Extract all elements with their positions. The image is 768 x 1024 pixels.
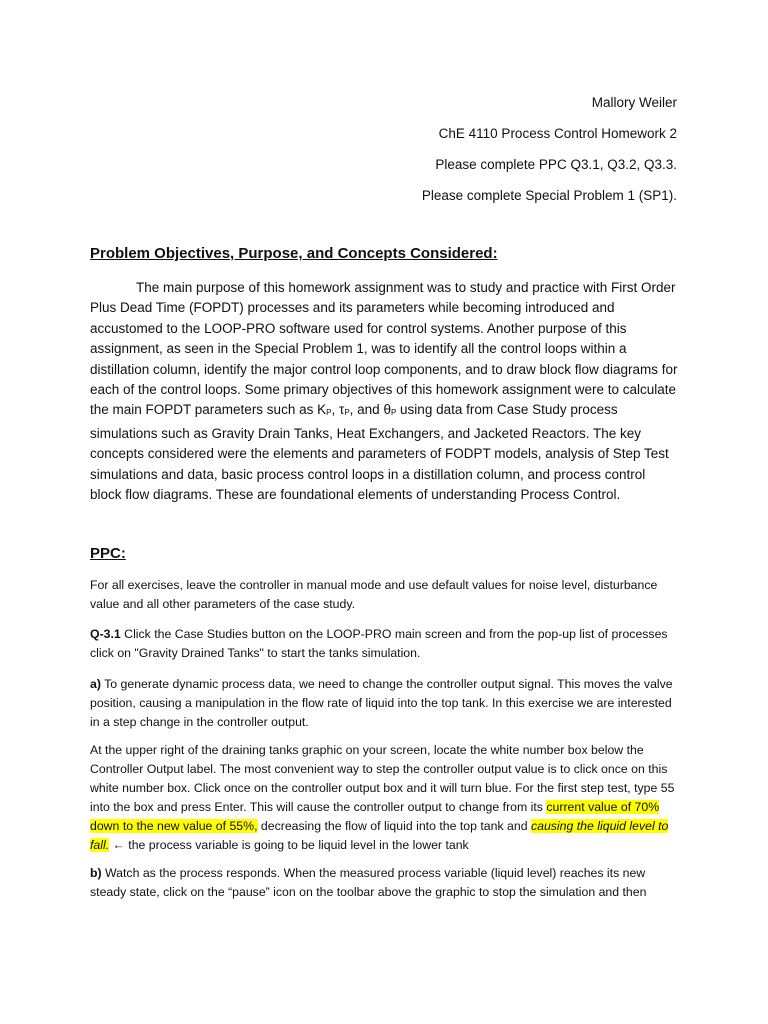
part-b-label: b) bbox=[90, 866, 102, 880]
objectives-heading: Problem Objectives, Purpose, and Concepts Considered: bbox=[90, 245, 498, 262]
highlight-liquid-level: causing the liquid level to fall. bbox=[90, 819, 669, 852]
ppc-heading: PPC: bbox=[90, 545, 126, 562]
part-a-label: a) bbox=[90, 677, 101, 691]
part-b-text: Watch as the process responds. When the measured process variable (liquid level) reaches its new steady state, click on the “pause” icon on the toolbar above the graphic to stop the simulation and then bbox=[90, 866, 647, 899]
k-subscript: P bbox=[326, 408, 332, 418]
objectives-paragraph bbox=[90, 278, 678, 505]
header-block bbox=[422, 93, 677, 217]
left-arrow-icon: ← bbox=[109, 838, 129, 852]
highlight-current-value: current value of 70% down to the new value of 55%, bbox=[90, 800, 660, 833]
part-a-paragraph bbox=[90, 675, 678, 732]
separator-2: , and bbox=[349, 402, 384, 418]
tau-subscript: P bbox=[344, 408, 350, 418]
k-symbol: K bbox=[317, 402, 327, 418]
task-line-2: Please complete Special Problem 1 (SP1). bbox=[421, 188, 677, 203]
tau-symbol: τ bbox=[338, 402, 345, 418]
part-a-text: To generate dynamic process data, we need to change the controller output signal. This moves the valve position, causing a manipulation in the flow rate of liquid into the top tank. In this exercise we are interested in a step change in the controller output. bbox=[90, 677, 673, 729]
objectives-text-2: using data from Case Study process simulations such as Gravity Drain Tanks, Heat Exchangers, and Jacketed Reactors. The key concepts considered were the elements and parameters of FODPT models, analysis of Step Test simulations and data, basic process control loops in a distillation column, and process control block flow diagrams. These are foundational elements of understanding Process Control. bbox=[90, 402, 669, 503]
co-text-3: the process variable is going to be liquid level in the lower tank bbox=[128, 838, 469, 852]
co-text-2: decreasing the flow of liquid into the top tank and bbox=[257, 819, 531, 833]
ppc-intro: For all exercises, leave the controller in manual mode and use default values for noise level, disturbance value and all other parameters of the case study. bbox=[90, 578, 658, 611]
theta-subscript: P bbox=[390, 408, 397, 418]
course-title: ChE 4110 Process Control Homework 2 bbox=[438, 126, 677, 141]
separator-1: , bbox=[331, 402, 339, 418]
author-name: Mallory Weiler bbox=[591, 95, 677, 110]
q31-label: Q-3.1 bbox=[90, 627, 121, 641]
q31-text: Click the Case Studies button on the LOOP-PRO main screen and from the pop-up list of processes click on "Gravity Drained Tanks" to start the tanks simulation. bbox=[90, 627, 668, 660]
task-line-1: Please complete PPC Q3.1, Q3.2, Q3.3. bbox=[435, 157, 677, 172]
controller-output-paragraph bbox=[90, 741, 678, 855]
objectives-text-1: The main purpose of this homework assignment was to study and practice with First Order Plus Dead Time (FOPDT) processes and its parameters while becoming introduced and accustomed to the LOOP-PRO software used for control systems. Another purpose of this assignment, as seen in the Special Problem 1, was to identify all the control loops within a distillation column, identify the major control loop components, and to draw block flow diagrams for each of the control loops. Some primary objectives of this homework assignment were to calculate the main FOPDT parameters such as bbox=[90, 280, 678, 418]
co-text-1: At the upper right of the draining tanks graphic on your screen, locate the white number box below the Controller Output label. The most convenient way to step the controller output value is to click once on this white number box. Click once on the controller output box and it will turn blue. For the first step test, type 55 into the box and press Enter. This will cause the controller output to change from its bbox=[90, 743, 675, 814]
part-b-paragraph bbox=[90, 864, 678, 902]
theta-symbol: θ bbox=[383, 402, 391, 418]
q31-paragraph bbox=[90, 625, 678, 663]
